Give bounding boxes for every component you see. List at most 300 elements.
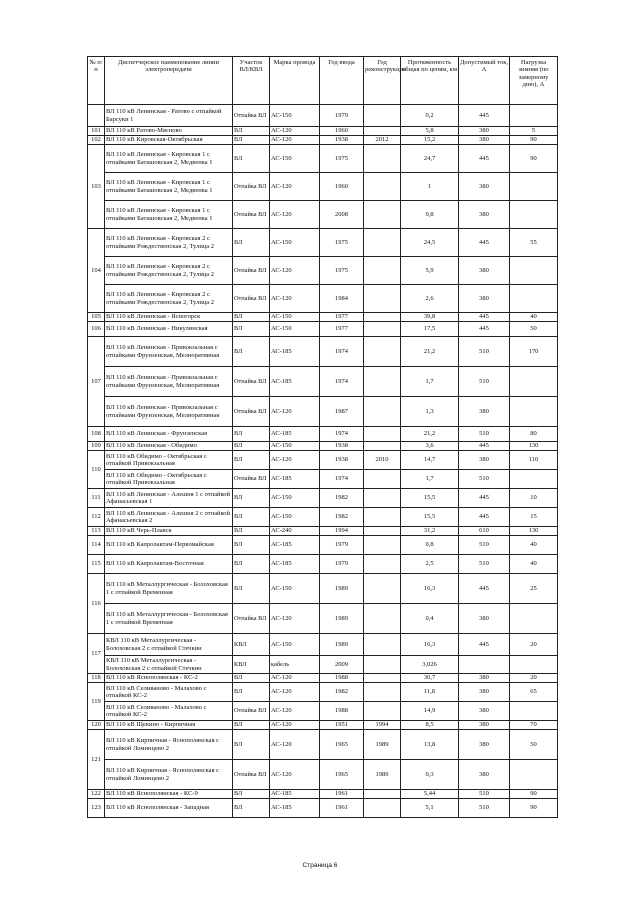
- line-name-cell: ВЛ 110 кВ Капролактам-Восточная: [105, 555, 233, 574]
- length-cell: 0,8: [401, 201, 459, 229]
- winter-load-cell: 25: [510, 574, 558, 604]
- line-name-cell: ВЛ 110 кВ Селиваново - Малахово с отпайкой КС-2: [105, 702, 233, 721]
- section-cell: Отпайка ВЛ: [233, 285, 270, 313]
- table-row: [88, 683, 558, 702]
- row-number: 106: [88, 322, 105, 337]
- section-cell: ВЛ: [233, 555, 270, 574]
- section-cell: ВЛ: [233, 489, 270, 508]
- winter-load-cell: [510, 173, 558, 201]
- allowed-current-cell: 380: [459, 173, 510, 201]
- table-row: [88, 508, 558, 527]
- wire-brand-cell: АС-150: [270, 508, 320, 527]
- line-name-cell: ВЛ 110 кВ Ленинская - Кировская 1 с отпайками Баташовская 2, Медвенка 1: [105, 173, 233, 201]
- table-row: [88, 285, 558, 313]
- section-cell: Отпайка ВЛ: [233, 257, 270, 285]
- line-name-cell: КВЛ 110 кВ Металлургическая - Болоховская 2 с отпайкой Стечкин: [105, 656, 233, 674]
- length-cell: 31,2: [401, 527, 459, 536]
- table-row: [88, 451, 558, 470]
- length-cell: 24,5: [401, 229, 459, 257]
- section-cell: Отпайка ВЛ: [233, 470, 270, 489]
- winter-load-cell: [510, 702, 558, 721]
- wire-brand-cell: АС-185: [270, 367, 320, 397]
- year-reconstructed-cell: 1989: [364, 730, 401, 760]
- section-cell: ВЛ: [233, 451, 270, 470]
- wire-brand-cell: АС-120: [270, 730, 320, 760]
- winter-load-cell: 90: [510, 790, 558, 799]
- year-reconstructed-cell: 2012: [364, 136, 401, 145]
- year-commissioned-cell: 1987: [320, 397, 364, 427]
- line-name-cell: ВЛ 110 кВ Ленинская - Фрунзенская: [105, 427, 233, 442]
- length-cell: 0,2: [401, 105, 459, 127]
- wire-brand-cell: АС-120: [270, 285, 320, 313]
- year-commissioned-cell: 1989: [320, 604, 364, 634]
- length-cell: 24,7: [401, 145, 459, 173]
- wire-brand-cell: АС-150: [270, 105, 320, 127]
- year-reconstructed-cell: [364, 555, 401, 574]
- line-name-cell: ВЛ 110 кВ Ленинская - Кировская 2 с отпайками Рождественская 2, Тулица 2: [105, 229, 233, 257]
- allowed-current-cell: 445: [459, 229, 510, 257]
- col-header-allowed-current: Допустимый ток, А: [459, 57, 510, 105]
- section-cell: Отпайка ВЛ: [233, 105, 270, 127]
- table-row: [88, 136, 558, 145]
- section-cell: ВЛ: [233, 683, 270, 702]
- row-number: [88, 105, 105, 127]
- winter-load-cell: 20: [510, 634, 558, 656]
- winter-load-cell: 40: [510, 313, 558, 322]
- section-cell: ВЛ: [233, 229, 270, 257]
- wire-brand-cell: АС-150: [270, 313, 320, 322]
- allowed-current-cell: 445: [459, 442, 510, 451]
- year-reconstructed-cell: [364, 201, 401, 229]
- line-name-cell: ВЛ 110 кВ Селиваново - Малахово с отпайкой КС-2: [105, 683, 233, 702]
- row-number: 120: [88, 721, 105, 730]
- winter-load-cell: 80: [510, 427, 558, 442]
- year-reconstructed-cell: [364, 574, 401, 604]
- year-reconstructed-cell: [364, 790, 401, 799]
- allowed-current-cell: 445: [459, 634, 510, 656]
- winter-load-cell: [510, 397, 558, 427]
- line-name-cell: ВЛ 110 кВ Ленинская - Кировская 2 с отпайками Рождественская 2, Тулица 2: [105, 285, 233, 313]
- col-header-winter-load: Нагрузка зимняя (по замерному дню), А: [510, 57, 558, 105]
- allowed-current-cell: 510: [459, 367, 510, 397]
- winter-load-cell: 170: [510, 337, 558, 367]
- row-number: 113: [88, 527, 105, 536]
- table-row: [88, 790, 558, 799]
- year-commissioned-cell: 1974: [320, 337, 364, 367]
- line-name-cell: ВЛ 110 кВ Щекино - Кирпичная: [105, 721, 233, 730]
- year-commissioned-cell: 1965: [320, 730, 364, 760]
- year-reconstructed-cell: [364, 656, 401, 674]
- col-header-wire-brand: Марка провода: [270, 57, 320, 105]
- length-cell: 3,026: [401, 656, 459, 674]
- winter-load-cell: [510, 760, 558, 790]
- table-row: [88, 173, 558, 201]
- year-reconstructed-cell: [364, 285, 401, 313]
- row-number: 107: [88, 337, 105, 427]
- year-reconstructed-cell: [364, 674, 401, 683]
- line-name-cell: ВЛ 110 кВ Ленинская - Привокзальная с отпайками Фрунзенская, Мелиоративная: [105, 367, 233, 397]
- length-cell: 17,5: [401, 322, 459, 337]
- line-name-cell: ВЛ 110 кВ Обидимо - Октябрьская с отпайкой Привокзальная: [105, 451, 233, 470]
- length-cell: 30,7: [401, 674, 459, 683]
- winter-load-cell: [510, 257, 558, 285]
- year-reconstructed-cell: [364, 257, 401, 285]
- year-commissioned-cell: 1977: [320, 313, 364, 322]
- wire-brand-cell: АС-120: [270, 136, 320, 145]
- section-cell: ВЛ: [233, 799, 270, 818]
- length-cell: 5,9: [401, 257, 459, 285]
- line-name-cell: ВЛ 110 кВ Ленинская - Ясногорск: [105, 313, 233, 322]
- table-row: [88, 721, 558, 730]
- row-number: 123: [88, 799, 105, 818]
- row-number: 115: [88, 555, 105, 574]
- allowed-current-cell: 445: [459, 313, 510, 322]
- wire-brand-cell: АС-120: [270, 397, 320, 427]
- row-number: 103: [88, 145, 105, 229]
- allowed-current-cell: 445: [459, 508, 510, 527]
- row-number: 104: [88, 229, 105, 313]
- row-number: 105: [88, 313, 105, 322]
- row-number: 119: [88, 683, 105, 721]
- table-row: [88, 127, 558, 136]
- length-cell: 14,9: [401, 702, 459, 721]
- allowed-current-cell: 380: [459, 285, 510, 313]
- page-number: Страница 6: [302, 862, 338, 869]
- section-cell: Отпайка ВЛ: [233, 397, 270, 427]
- length-cell: 21,2: [401, 427, 459, 442]
- wire-brand-cell: АС-150: [270, 145, 320, 173]
- allowed-current-cell: 380: [459, 683, 510, 702]
- line-name-cell: ВЛ 110 кВ Ленинская - Кировская 2 с отпайками Рождественская 2, Тулица 2: [105, 257, 233, 285]
- length-cell: 1,7: [401, 470, 459, 489]
- winter-load-cell: 70: [510, 721, 558, 730]
- allowed-current-cell: 510: [459, 799, 510, 818]
- year-reconstructed-cell: [364, 145, 401, 173]
- line-name-cell: ВЛ 110 кВ Ленинская - Обидимо: [105, 442, 233, 451]
- line-name-cell: ВЛ 110 кВ Ленинская - Привокзальная с отпайками Фрунзенская, Мелиоративная: [105, 397, 233, 427]
- row-number: 117: [88, 634, 105, 674]
- winter-load-cell: [510, 604, 558, 634]
- section-cell: ВЛ: [233, 427, 270, 442]
- wire-brand-cell: АС-120: [270, 127, 320, 136]
- row-number: 112: [88, 508, 105, 527]
- wire-brand-cell: АС-150: [270, 322, 320, 337]
- length-cell: 16,3: [401, 634, 459, 656]
- year-reconstructed-cell: [364, 489, 401, 508]
- wire-brand-cell: АС-120: [270, 173, 320, 201]
- table-header: [88, 57, 558, 105]
- allowed-current-cell: 380: [459, 604, 510, 634]
- length-cell: 21,2: [401, 337, 459, 367]
- year-commissioned-cell: 1988: [320, 702, 364, 721]
- line-name-cell: ВЛ 110 кВ Яснополянская - Западная: [105, 799, 233, 818]
- length-cell: 8,5: [401, 721, 459, 730]
- table-row: [88, 760, 558, 790]
- winter-load-cell: 130: [510, 527, 558, 536]
- length-cell: 15,2: [401, 136, 459, 145]
- wire-brand-cell: АС-120: [270, 604, 320, 634]
- line-name-cell: ВЛ 110 кВ Ленинская - Алешня 1 с отпайкой Афанасьевская 1: [105, 489, 233, 508]
- section-cell: КВЛ: [233, 634, 270, 656]
- length-cell: 0,4: [401, 604, 459, 634]
- year-commissioned-cell: 1938: [320, 451, 364, 470]
- year-reconstructed-cell: [364, 229, 401, 257]
- table-row: [88, 229, 558, 257]
- year-reconstructed-cell: [364, 683, 401, 702]
- length-cell: 11,8: [401, 683, 459, 702]
- wire-brand-cell: АС-185: [270, 427, 320, 442]
- year-commissioned-cell: 1979: [320, 536, 364, 555]
- row-number: 102: [88, 136, 105, 145]
- section-cell: Отпайка ВЛ: [233, 173, 270, 201]
- winter-load-cell: 5: [510, 127, 558, 136]
- length-cell: 39,8: [401, 313, 459, 322]
- section-cell: ВЛ: [233, 322, 270, 337]
- allowed-current-cell: 380: [459, 397, 510, 427]
- year-commissioned-cell: 2008: [320, 201, 364, 229]
- year-commissioned-cell: 1960: [320, 127, 364, 136]
- col-header-year-commissioned: Год ввода: [320, 57, 364, 105]
- year-commissioned-cell: 1965: [320, 760, 364, 790]
- year-reconstructed-cell: 1989: [364, 760, 401, 790]
- length-cell: 3,6: [401, 442, 459, 451]
- year-commissioned-cell: 1974: [320, 427, 364, 442]
- transmission-lines-table: [87, 56, 558, 818]
- line-name-cell: ВЛ 110 кВ Яснополянская - КС-9: [105, 790, 233, 799]
- winter-load-cell: [510, 285, 558, 313]
- allowed-current-cell: 380: [459, 451, 510, 470]
- line-name-cell: ВЛ 110 кВ Ленинская - Алешня 2 с отпайкой Афанасьевская 2: [105, 508, 233, 527]
- table-row: [88, 367, 558, 397]
- col-header-year-reconstructed: Год реконструкции: [364, 57, 401, 105]
- allowed-current-cell: 510: [459, 337, 510, 367]
- wire-brand-cell: АС-120: [270, 257, 320, 285]
- year-commissioned-cell: 1977: [320, 322, 364, 337]
- wire-brand-cell: АС-150: [270, 489, 320, 508]
- wire-brand-cell: кабель: [270, 656, 320, 674]
- table-row: [88, 702, 558, 721]
- length-cell: 15,5: [401, 508, 459, 527]
- winter-load-cell: 90: [510, 799, 558, 818]
- year-commissioned-cell: 1975: [320, 145, 364, 173]
- col-header-line-name: Диспетчерское наименование линии электропередачи: [105, 57, 233, 105]
- winter-load-cell: [510, 105, 558, 127]
- section-cell: Отпайка ВЛ: [233, 367, 270, 397]
- year-commissioned-cell: 1989: [320, 574, 364, 604]
- length-cell: 14,7: [401, 451, 459, 470]
- table-row: [88, 555, 558, 574]
- year-reconstructed-cell: [364, 397, 401, 427]
- line-name-cell: ВЛ 110 кВ Ленинская - Привокзальная с отпайками Фрунзенская, Мелиоративная: [105, 337, 233, 367]
- line-name-cell: ВЛ 110 кВ Ратово-Мясново: [105, 127, 233, 136]
- line-name-cell: ВЛ 110 кВ Ленинская - Никулинская: [105, 322, 233, 337]
- section-cell: ВЛ: [233, 508, 270, 527]
- winter-load-cell: 110: [510, 451, 558, 470]
- section-cell: ВЛ: [233, 337, 270, 367]
- wire-brand-cell: АС-185: [270, 555, 320, 574]
- winter-load-cell: 50: [510, 730, 558, 760]
- allowed-current-cell: 380: [459, 702, 510, 721]
- section-cell: КВЛ: [233, 656, 270, 674]
- table-row: [88, 257, 558, 285]
- section-cell: ВЛ: [233, 730, 270, 760]
- allowed-current-cell: 380: [459, 136, 510, 145]
- allowed-current-cell: 510: [459, 790, 510, 799]
- section-cell: ВЛ: [233, 145, 270, 173]
- line-name-cell: ВЛ 110 кВ Капролактам-Первомайская: [105, 536, 233, 555]
- line-name-cell: ВЛ 110 кВ Кировская-Октябрьская: [105, 136, 233, 145]
- length-cell: 1,3: [401, 397, 459, 427]
- row-number: 114: [88, 536, 105, 555]
- row-number: 122: [88, 790, 105, 799]
- line-name-cell: КВЛ 110 кВ Металлургическая - Болоховская 2 с отпайкой Стечкин: [105, 634, 233, 656]
- winter-load-cell: 50: [510, 322, 558, 337]
- year-commissioned-cell: 2009: [320, 656, 364, 674]
- winter-load-cell: 90: [510, 145, 558, 173]
- row-number: 121: [88, 730, 105, 790]
- allowed-current-cell: 445: [459, 145, 510, 173]
- line-name-cell: ВЛ 110 кВ Ленинская - Кировская 1 с отпайками Баташовская 2, Медвенка 1: [105, 201, 233, 229]
- length-cell: 1: [401, 173, 459, 201]
- allowed-current-cell: 445: [459, 574, 510, 604]
- section-cell: ВЛ: [233, 313, 270, 322]
- section-cell: ВЛ: [233, 442, 270, 451]
- year-commissioned-cell: 1961: [320, 790, 364, 799]
- allowed-current-cell: 380: [459, 674, 510, 683]
- allowed-current-cell: 380: [459, 721, 510, 730]
- col-header-number: № п/п: [88, 57, 105, 105]
- year-reconstructed-cell: 1994: [364, 721, 401, 730]
- year-commissioned-cell: 1982: [320, 683, 364, 702]
- year-reconstructed-cell: 2010: [364, 451, 401, 470]
- year-commissioned-cell: 1975: [320, 257, 364, 285]
- table-row: [88, 674, 558, 683]
- line-name-cell: ВЛ 110 кВ Кирпичная - Яснополянская с отпайкой Ломинцево 2: [105, 730, 233, 760]
- year-commissioned-cell: 1982: [320, 508, 364, 527]
- wire-brand-cell: АС-120: [270, 451, 320, 470]
- wire-brand-cell: АС-185: [270, 790, 320, 799]
- winter-load-cell: [510, 470, 558, 489]
- table-row: [88, 322, 558, 337]
- year-commissioned-cell: 1984: [320, 285, 364, 313]
- table-row: [88, 604, 558, 634]
- line-name-cell: ВЛ 110 кВ Ленинская - Кировская 1 с отпайками Баташовская 2, Медвенка 1: [105, 145, 233, 173]
- winter-load-cell: 90: [510, 136, 558, 145]
- row-number: 110: [88, 451, 105, 489]
- wire-brand-cell: АС-150: [270, 574, 320, 604]
- section-cell: ВЛ: [233, 536, 270, 555]
- allowed-current-cell: 380: [459, 257, 510, 285]
- wire-brand-cell: АС-150: [270, 229, 320, 257]
- year-commissioned-cell: 1994: [320, 527, 364, 536]
- winter-load-cell: [510, 656, 558, 674]
- table-row: [88, 634, 558, 656]
- line-name-cell: ВЛ 110 кВ Ленинская - Ратово с отпайкой Барсуки 1: [105, 105, 233, 127]
- allowed-current-cell: 445: [459, 105, 510, 127]
- year-reconstructed-cell: [364, 427, 401, 442]
- length-cell: 5,44: [401, 790, 459, 799]
- year-commissioned-cell: 1974: [320, 470, 364, 489]
- table-row: [88, 145, 558, 173]
- row-number: 109: [88, 442, 105, 451]
- year-commissioned-cell: 1951: [320, 721, 364, 730]
- line-name-cell: ВЛ 110 кВ Яснополянская - КС-2: [105, 674, 233, 683]
- year-reconstructed-cell: [364, 313, 401, 322]
- year-reconstructed-cell: [364, 536, 401, 555]
- section-cell: Отпайка ВЛ: [233, 604, 270, 634]
- year-commissioned-cell: 1979: [320, 105, 364, 127]
- winter-load-cell: 15: [510, 508, 558, 527]
- length-cell: 16,3: [401, 574, 459, 604]
- allowed-current-cell: 510: [459, 427, 510, 442]
- length-cell: 5,8: [401, 127, 459, 136]
- table-row: [88, 397, 558, 427]
- winter-load-cell: 65: [510, 683, 558, 702]
- year-reconstructed-cell: [364, 442, 401, 451]
- wire-brand-cell: АС-185: [270, 536, 320, 555]
- row-number: 116: [88, 574, 105, 634]
- section-cell: ВЛ: [233, 127, 270, 136]
- year-reconstructed-cell: [364, 173, 401, 201]
- year-commissioned-cell: 1961: [320, 799, 364, 818]
- wire-brand-cell: АС-150: [270, 442, 320, 451]
- year-reconstructed-cell: [364, 799, 401, 818]
- allowed-current-cell: 380: [459, 760, 510, 790]
- length-cell: 5,1: [401, 799, 459, 818]
- year-reconstructed-cell: [364, 527, 401, 536]
- allowed-current-cell: 380: [459, 127, 510, 136]
- wire-brand-cell: АС-240: [270, 527, 320, 536]
- row-number: 118: [88, 674, 105, 683]
- length-cell: 2,5: [401, 555, 459, 574]
- table-row: [88, 527, 558, 536]
- section-cell: ВЛ: [233, 136, 270, 145]
- year-commissioned-cell: 1975: [320, 229, 364, 257]
- table-row: [88, 470, 558, 489]
- allowed-current-cell: 445: [459, 322, 510, 337]
- wire-brand-cell: АС-120: [270, 702, 320, 721]
- line-name-cell: ВЛ 110 кВ Кирпичная - Яснополянская с отпайкой Ломинцево 2: [105, 760, 233, 790]
- length-cell: 0,3: [401, 760, 459, 790]
- line-name-cell: ВЛ 110 кВ Обидимо - Октябрьская с отпайкой Привокзальная: [105, 470, 233, 489]
- table-row: [88, 201, 558, 229]
- table-row: [88, 442, 558, 451]
- winter-load-cell: 55: [510, 229, 558, 257]
- table-row: [88, 656, 558, 674]
- year-reconstructed-cell: [364, 634, 401, 656]
- winter-load-cell: 20: [510, 674, 558, 683]
- length-cell: 1,7: [401, 367, 459, 397]
- section-cell: Отпайка ВЛ: [233, 201, 270, 229]
- year-reconstructed-cell: [364, 127, 401, 136]
- year-reconstructed-cell: [364, 470, 401, 489]
- year-reconstructed-cell: [364, 337, 401, 367]
- section-cell: Отпайка ВЛ: [233, 702, 270, 721]
- allowed-current-cell: 380: [459, 730, 510, 760]
- year-reconstructed-cell: [364, 105, 401, 127]
- wire-brand-cell: АС-120: [270, 760, 320, 790]
- length-cell: 13,8: [401, 730, 459, 760]
- table-row: [88, 574, 558, 604]
- year-reconstructed-cell: [364, 702, 401, 721]
- year-commissioned-cell: 1974: [320, 367, 364, 397]
- year-commissioned-cell: 1938: [320, 136, 364, 145]
- table-row: [88, 313, 558, 322]
- year-commissioned-cell: 1960: [320, 173, 364, 201]
- year-reconstructed-cell: [364, 322, 401, 337]
- year-commissioned-cell: 1979: [320, 555, 364, 574]
- line-name-cell: ВЛ 110 кВ Металлургическая - Болоховская 1 с отпайкой Временная: [105, 574, 233, 604]
